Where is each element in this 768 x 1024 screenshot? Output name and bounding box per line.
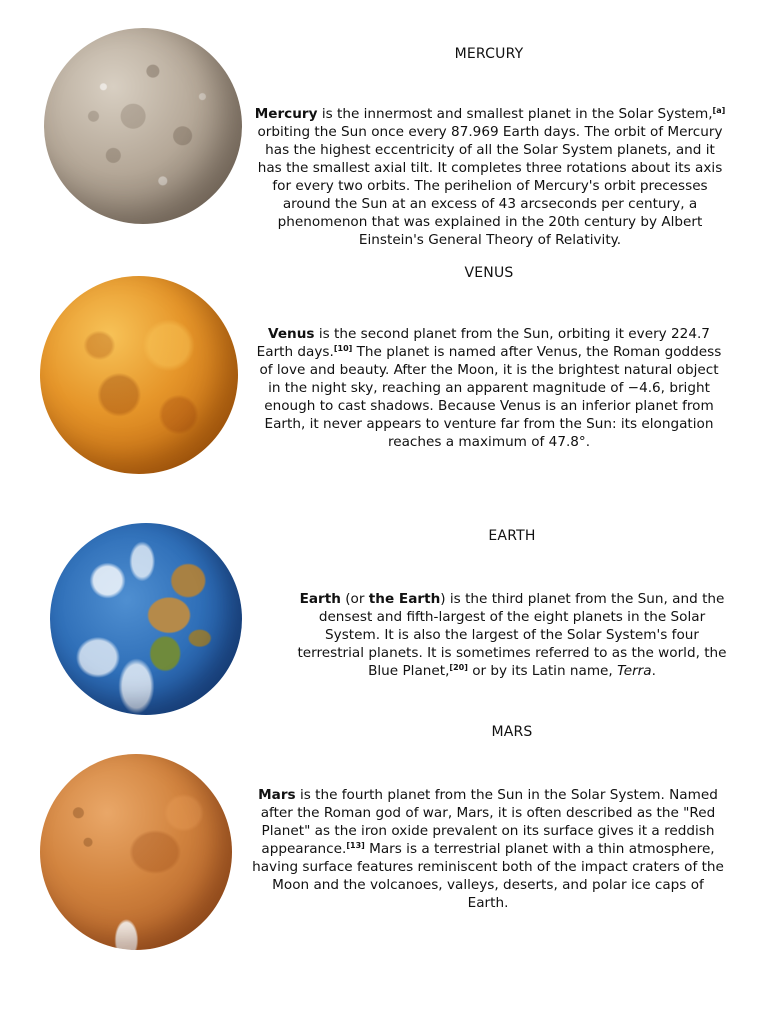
mars-image [40, 754, 232, 950]
earth-text-4: . [651, 663, 656, 679]
mars-ref[interactable]: [13] [346, 841, 365, 850]
earth-text-3: or by its Latin name, [467, 663, 618, 679]
mercury-ref[interactable]: [a] [712, 106, 726, 115]
mars-text-1: is the fourth planet from the Sun in the Solar System. Named after the Roman god of war, Mars, it is often described as the "Red Planet" as the iron oxide prevalent on its surface gives it a reddish appearance. [260, 787, 718, 857]
mercury-text-2: orbiting the Sun once every 87.969 Earth days. The orbit of Mercury has the highest eccentricity of all the Solar System planets, and it has the smallest axial tilt. It completes three rotations about its axis for every two orbits. The perihelion of Mercury's orbit precesses around the Sun at an excess of 43 arcseconds per century, a phenomenon that was explained in the 20th century by Albert Einstein's General Theory of Relativity. [257, 124, 723, 248]
venus-text-1: is the second planet from the Sun, orbiting it every 224.7 Earth days. [256, 326, 710, 360]
earth-latin-name: Terra [617, 663, 652, 679]
venus-heading: VENUS [464, 265, 514, 281]
earth-alt-name: the Earth [368, 591, 441, 607]
earth-text-1: (or [340, 591, 369, 607]
earth-paragraph [294, 590, 730, 680]
venus-image [40, 276, 238, 474]
mercury-name: Mercury [254, 106, 318, 122]
mercury-paragraph [254, 105, 726, 249]
mercury-text-1: is the innermost and smallest planet in the Solar System, [317, 106, 713, 122]
mars-name: Mars [258, 787, 296, 803]
earth-name: Earth [299, 591, 341, 607]
earth-heading: EARTH [488, 528, 536, 544]
mars-paragraph [250, 786, 726, 912]
venus-name: Venus [268, 326, 315, 342]
mars-text-2: Mars is a terrestrial planet with a thin atmosphere, having surface features reminiscent both of the impact craters of the Moon and the volcanoes, valleys, deserts, and polar ice caps of Earth. [252, 841, 724, 911]
venus-text-2: The planet is named after Venus, the Roman goddess of love and beauty. After the Moon, it is the brightest natural object in the night sky, reaching an apparent magnitude of −4.6, bright enough to cast shadows. Because Venus is an inferior planet from Earth, it never appears to venture far from the Sun: its elongation reaches a maximum of 47.8°. [259, 344, 722, 450]
venus-ref[interactable]: [10] [333, 344, 353, 353]
earth-ref[interactable]: [20] [449, 663, 468, 672]
mercury-image [44, 28, 242, 224]
earth-image [50, 523, 242, 715]
venus-paragraph [255, 325, 723, 451]
mars-heading: MARS [491, 724, 533, 740]
earth-text-2: ) is the third planet from the Sun, and the densest and fifth-largest of the eight planets in the Solar System. It is also the largest of the Solar System's four terrestrial planets. It is sometimes referred to as the world, the Blue Planet, [297, 591, 727, 679]
mercury-heading: MERCURY [454, 46, 524, 62]
